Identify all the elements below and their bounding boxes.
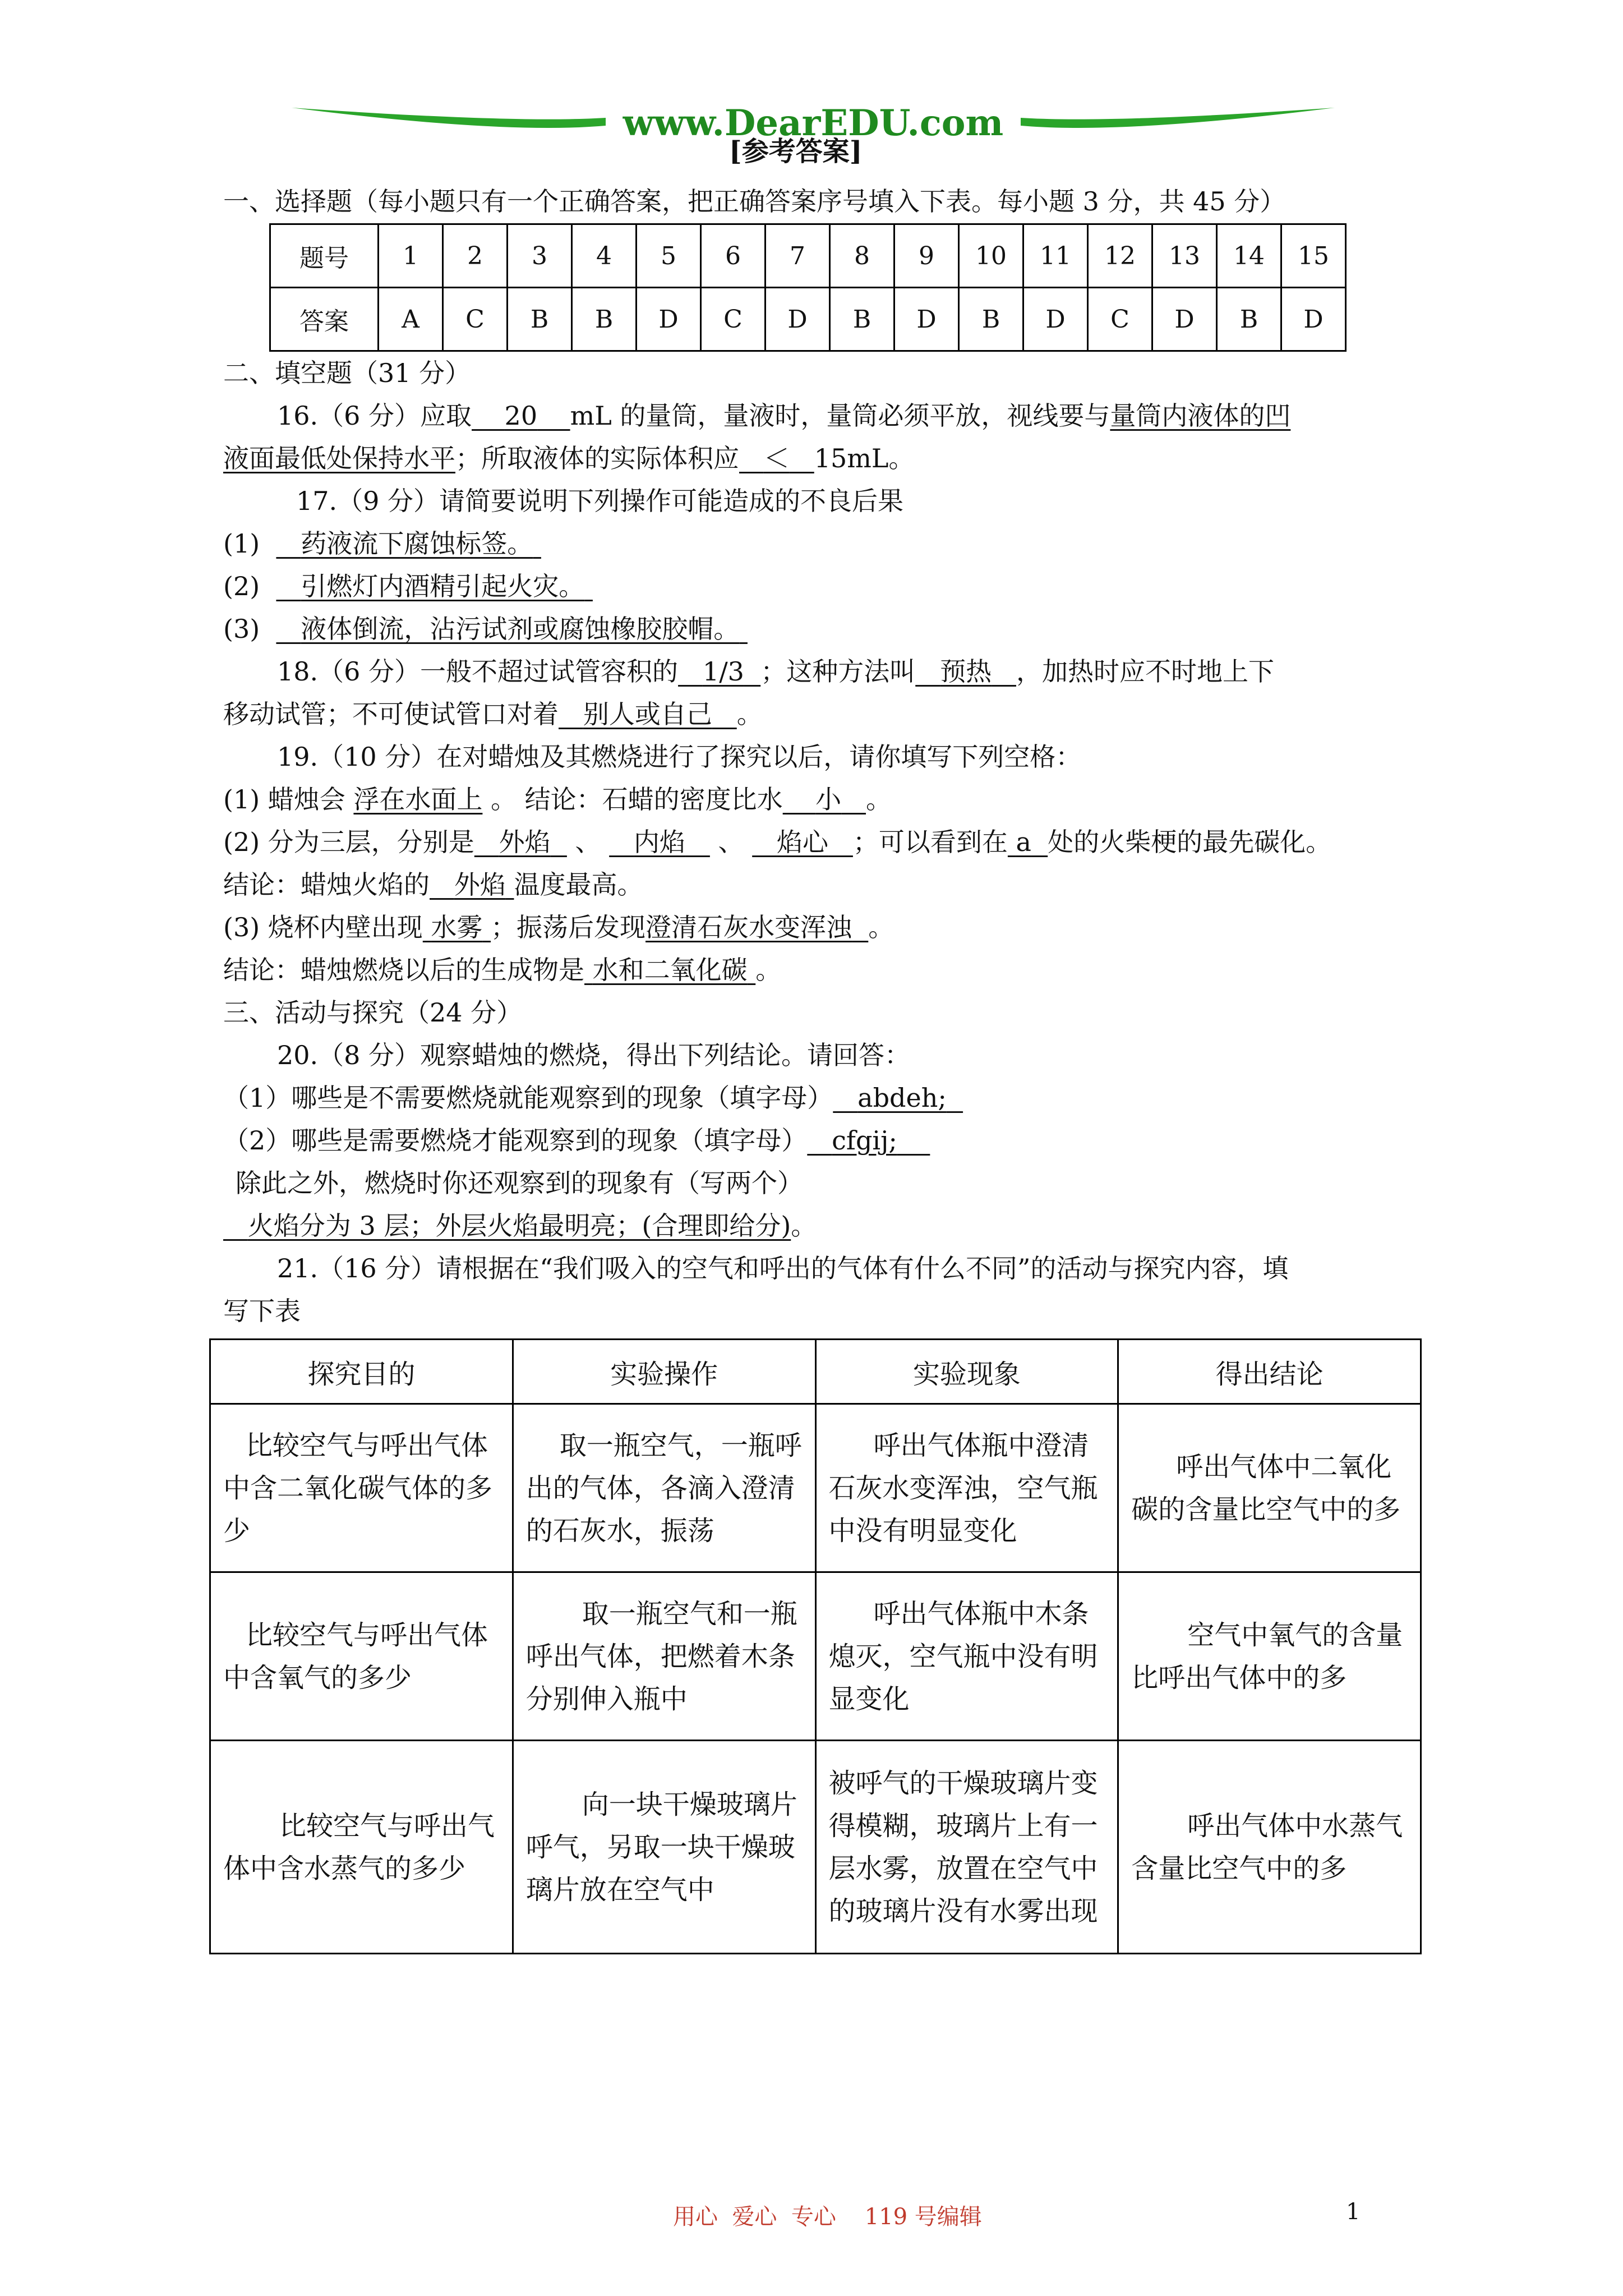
q19-blank-hottest: 外焰 [454, 869, 506, 900]
answer-cell: D [1152, 288, 1217, 351]
row-label: 题号 [270, 224, 379, 288]
q20-blank-1: abdeh; [857, 1083, 947, 1113]
q17-answer-2: 引燃灯内酒精引起火灾。 [301, 571, 585, 601]
q19-text: 。 [755, 955, 782, 985]
q19-item-3 [223, 911, 894, 944]
answer-cell: C [1088, 288, 1152, 351]
q16-blank-sight-cont: 液面最低处保持水平 [223, 443, 455, 473]
row-label: 答案 [270, 288, 379, 351]
table-row [210, 1404, 1421, 1572]
q21-title-line1: 21.（16 分）请根据在“我们吸入的空气和呼出的气体有什么不同”的活动与探究内容，填 [277, 1253, 1289, 1283]
q16-text: 16.（6 分）应取 [277, 401, 472, 431]
q19-text: 。 [866, 784, 892, 815]
q19-blank-inner: 内焰 [634, 827, 686, 857]
item-number: (1) [223, 528, 260, 559]
q18-blank-volume: 1/3 [702, 656, 744, 687]
q19-text: 。 [868, 912, 895, 942]
number-cell: 1 [379, 224, 443, 288]
q19-item-2 [223, 826, 1331, 858]
table-cell: 取一瓶空气和一瓶呼出气体，把燃着木条分别伸入瓶中 [513, 1572, 815, 1741]
q20-item-4 [223, 1209, 817, 1242]
page-subtitle: [参考答案] [729, 136, 863, 167]
q18-text: 移动试管；不可使试管口对着 [223, 699, 559, 729]
q18-blank-direction: 别人或自己 [583, 699, 712, 729]
answer-cell: B [830, 288, 895, 351]
q19-blank-core: 焰心 [777, 827, 829, 857]
q18-text: 18.（6 分）一般不超过试管容积的 [277, 656, 679, 687]
column-header: 探究目的 [210, 1340, 513, 1404]
column-header: 得出结论 [1118, 1340, 1421, 1404]
table-row [210, 1572, 1421, 1741]
q20-item-2 [223, 1124, 930, 1157]
q19-text: (3) 烧杯内壁出现 [223, 912, 423, 942]
q16-blank-sight: 量筒内液体的凹 [1110, 401, 1291, 431]
q17-answer-1: 药液流下腐蚀标签。 [301, 528, 533, 559]
footer-text: 用心 爱心 专心 119 号编辑 [673, 2204, 982, 2230]
table-header-row [210, 1340, 1421, 1404]
q16-text: 15mL。 [814, 443, 915, 473]
experiment-table [209, 1338, 1422, 1954]
section3-title: 三、活动与探究（24 分） [223, 997, 523, 1028]
q19-text: 、 [718, 827, 744, 857]
q19-blank-outer: 外焰 [499, 827, 551, 857]
q17-item-3 [223, 613, 748, 645]
column-header: 实验操作 [513, 1340, 815, 1404]
table-cell: 取一瓶空气，一瓶呼出的气体，各滴入澄清的石灰水，振荡 [513, 1404, 815, 1572]
q18-text: ，加热时应不时地上下 [1016, 656, 1274, 687]
page-number: 1 [1346, 2199, 1361, 2225]
table-cell: 呼出气体中二氧化碳的含量比空气中的多 [1118, 1404, 1421, 1572]
q16-line2 [223, 442, 914, 475]
q19-item-1 [223, 783, 892, 816]
q19-text: 。 结论：石蜡的密度比水 [491, 784, 783, 815]
q18-text: 。 [736, 699, 763, 729]
q19-text: (1) 蜡烛会 [223, 784, 345, 815]
table-cell: 比较空气与呼出气体中含水蒸气的多少 [210, 1741, 513, 1954]
answer-cell: D [1023, 288, 1088, 351]
q19-text: 结论：蜡烛火焰的 [223, 869, 430, 900]
q18-blank-method: 预热 [940, 656, 992, 687]
number-cell: 7 [766, 224, 830, 288]
q20-text: （1）哪些是不需要燃烧就能观察到的现象（填字母） [223, 1083, 833, 1113]
q20-blank-2: cfgij; [832, 1125, 897, 1156]
q18-text: ；这种方法叫 [760, 656, 916, 687]
q20-item-3: 除此之外，燃烧时你还观察到的现象有（写两个） [236, 1168, 803, 1198]
q19-title: 19.（10 分）在对蜡烛及其燃烧进行了探究以后，请你填写下列空格： [277, 742, 1082, 772]
q20-item-1 [223, 1082, 963, 1114]
table-cell: 呼出气体瓶中木条熄灭，空气瓶中没有明显变化 [815, 1572, 1118, 1741]
number-cell: 6 [701, 224, 766, 288]
section2-title: 二、填空题（31 分） [223, 358, 471, 388]
q16-text: mL 的量筒，量液时，量筒必须平放，视线要与 [570, 401, 1110, 431]
table-row [270, 224, 1346, 288]
number-cell: 2 [443, 224, 508, 288]
table-cell: 比较空气与呼出气体中含二氧化碳气体的多少 [210, 1404, 513, 1572]
answer-cell: A [379, 288, 443, 351]
q19-blank-mist: 水雾 [431, 912, 483, 942]
q20-text: 。 [791, 1211, 817, 1241]
q19-text: 结论：蜡烛燃烧以后的生成物是 [223, 955, 584, 985]
table-cell: 向一块干燥玻璃片呼气，另取一块干燥玻璃片放在空气中 [513, 1741, 815, 1954]
q19-text: 温度最高。 [514, 869, 643, 900]
answer-cell: B [1217, 288, 1281, 351]
q19-text: ；可以看到在 [852, 827, 1008, 857]
number-cell: 11 [1023, 224, 1088, 288]
q19-text: 、 [575, 827, 601, 857]
q19-text: 处的火柴梗的最先碳化。 [1048, 827, 1332, 857]
q16-blank-volume: 20 [504, 401, 538, 431]
number-cell: 8 [830, 224, 895, 288]
answer-cell: C [443, 288, 508, 351]
table-cell: 空气中氧气的含量比呼出气体中的多 [1118, 1572, 1421, 1741]
number-cell: 4 [572, 224, 637, 288]
q19-blank-density: 小 [815, 784, 842, 815]
q18-line2 [223, 698, 763, 730]
answer-table [269, 223, 1347, 352]
answer-cell: B [959, 288, 1023, 351]
number-cell: 9 [895, 224, 959, 288]
q20-title: 20.（8 分）观察蜡烛的燃烧，得出下列结论。请回答： [277, 1040, 911, 1070]
answer-cell: B [572, 288, 637, 351]
answer-cell: C [701, 288, 766, 351]
q19-text: ；振荡后发现 [491, 912, 646, 942]
section1-title: 一、选择题（每小题只有一个正确答案，把正确答案序号填入下表。每小题 3 分，共 45 分） [223, 186, 1286, 217]
number-cell: 14 [1217, 224, 1281, 288]
q19-item-3-conclusion [223, 954, 781, 986]
number-cell: 13 [1152, 224, 1217, 288]
q16-line1 [277, 399, 1290, 432]
q19-blank-float: 浮在水面上 [353, 784, 483, 815]
table-cell: 比较空气与呼出气体中含氧气的多少 [210, 1572, 513, 1741]
answer-cell: D [895, 288, 959, 351]
item-number: (2) [223, 571, 260, 601]
q17-item-2 [223, 570, 593, 602]
q16-blank-compare: ＜ [763, 443, 790, 473]
answer-cell: D [766, 288, 830, 351]
table-row [210, 1741, 1421, 1954]
table-cell: 呼出气体瓶中澄清石灰水变浑浊，空气瓶中没有明显变化 [815, 1404, 1118, 1572]
q17-answer-3: 液体倒流，沾污试剂或腐蚀橡胶胶帽。 [301, 614, 740, 644]
site-url: www.DearEDU.com [623, 102, 1004, 144]
q19-text: (2) 分为三层，分别是 [223, 827, 474, 857]
number-cell: 12 [1088, 224, 1152, 288]
answer-cell: B [508, 288, 572, 351]
q19-item-2-conclusion [223, 868, 643, 901]
q19-blank-limewater: 澄清石灰水变浑浊 [645, 912, 852, 942]
answer-cell: D [637, 288, 701, 351]
q19-blank-position: a [1016, 827, 1031, 857]
number-cell: 15 [1281, 224, 1346, 288]
q20-blank-3: 火焰分为 3 层；外层火焰最明亮；(合理即给分) [247, 1211, 791, 1241]
q19-blank-products: 水和二氧化碳 [592, 955, 748, 985]
column-header: 实验现象 [815, 1340, 1118, 1404]
table-row [270, 288, 1346, 351]
table-cell: 被呼气的干燥玻璃片变得模糊，玻璃片上有一层水雾，放置在空气中的玻璃片没有水雾出现 [815, 1741, 1118, 1954]
q16-text: ；所取液体的实际体积应 [455, 443, 739, 473]
item-number: (3) [223, 614, 260, 644]
q18-line1 [277, 655, 1274, 688]
q17-item-1 [223, 527, 541, 560]
answer-cell: D [1281, 288, 1346, 351]
q21-title-line2: 写下表 [223, 1296, 301, 1326]
number-cell: 10 [959, 224, 1023, 288]
q20-text: （2）哪些是需要燃烧才能观察到的现象（填字母） [223, 1125, 808, 1156]
q17-title: 17.（9 分）请简要说明下列操作可能造成的不良后果 [296, 486, 904, 516]
number-cell: 5 [637, 224, 701, 288]
table-cell: 呼出气体中水蒸气含量比空气中的多 [1118, 1741, 1421, 1954]
number-cell: 3 [508, 224, 572, 288]
